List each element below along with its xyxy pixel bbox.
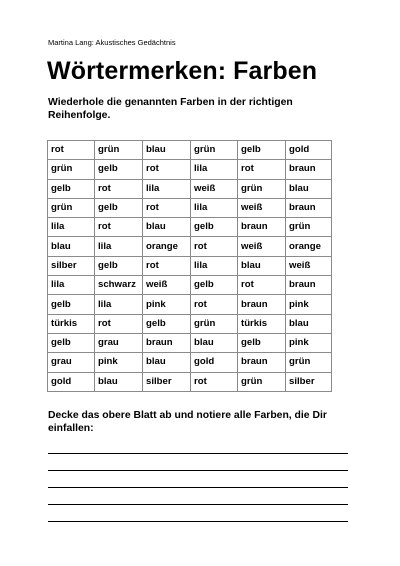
table-cell: gelb bbox=[95, 160, 143, 179]
table-cell: grün bbox=[48, 160, 95, 179]
recall-instruction: Decke das obere Blatt ab und notiere alle Farben, die Dir einfallen: bbox=[48, 410, 327, 434]
answer-lines bbox=[48, 437, 348, 522]
table-cell: braun bbox=[286, 160, 332, 179]
table-cell: rot bbox=[95, 179, 143, 198]
table-cell: lila bbox=[191, 198, 238, 217]
table-cell: weiß bbox=[238, 237, 286, 256]
table-row bbox=[48, 314, 332, 333]
table-row bbox=[48, 237, 332, 256]
table-cell: braun bbox=[286, 276, 332, 295]
table-cell: blau bbox=[95, 372, 143, 391]
table-cell: braun bbox=[238, 353, 286, 372]
table-cell: blau bbox=[286, 179, 332, 198]
table-cell: orange bbox=[143, 237, 191, 256]
table-cell: blau bbox=[143, 141, 191, 160]
table-row bbox=[48, 295, 332, 314]
table-cell: gelb bbox=[95, 198, 143, 217]
table-row bbox=[48, 353, 332, 372]
table-cell: weiß bbox=[286, 256, 332, 275]
answer-line[interactable] bbox=[48, 505, 348, 522]
table-cell: gold bbox=[48, 372, 95, 391]
table-cell: silber bbox=[48, 256, 95, 275]
table-cell: lila bbox=[191, 256, 238, 275]
table-cell: weiß bbox=[238, 198, 286, 217]
table-cell: braun bbox=[286, 198, 332, 217]
table-cell: rot bbox=[143, 198, 191, 217]
table-cell: gelb bbox=[48, 179, 95, 198]
table-cell: grau bbox=[48, 353, 95, 372]
answer-line[interactable] bbox=[48, 454, 348, 471]
table-cell: rot bbox=[143, 256, 191, 275]
table-cell: lila bbox=[48, 276, 95, 295]
table-cell: rot bbox=[238, 276, 286, 295]
table-cell: lila bbox=[191, 160, 238, 179]
table-cell: lila bbox=[95, 295, 143, 314]
table-cell: gelb bbox=[48, 295, 95, 314]
table-cell: grün bbox=[191, 141, 238, 160]
table-cell: gelb bbox=[191, 276, 238, 295]
table-cell: blau bbox=[286, 314, 332, 333]
table-cell: rot bbox=[95, 314, 143, 333]
table-cell: grün bbox=[191, 314, 238, 333]
table-cell: grün bbox=[238, 179, 286, 198]
table-row bbox=[48, 218, 332, 237]
table-cell: braun bbox=[143, 333, 191, 352]
table-cell: rot bbox=[95, 218, 143, 237]
table-cell: schwarz bbox=[95, 276, 143, 295]
author-line: Martina Lang: Akustisches Gedächtnis bbox=[48, 38, 176, 47]
page-title: Wörtermerken: Farben bbox=[47, 57, 318, 85]
table-row bbox=[48, 141, 332, 160]
table-cell: weiß bbox=[191, 179, 238, 198]
table-cell: weiß bbox=[143, 276, 191, 295]
table-cell: pink bbox=[95, 353, 143, 372]
table-cell: pink bbox=[286, 333, 332, 352]
table-cell: gelb bbox=[48, 333, 95, 352]
table-cell: rot bbox=[191, 295, 238, 314]
table-cell: rot bbox=[238, 160, 286, 179]
table-cell: blau bbox=[143, 353, 191, 372]
repeat-instruction: Wiederhole die genannten Farben in der richtigen Reihenfolge. bbox=[48, 97, 293, 121]
table-cell: grün bbox=[238, 372, 286, 391]
table-cell: rot bbox=[48, 141, 95, 160]
color-word-table bbox=[47, 140, 332, 392]
table-cell: orange bbox=[286, 237, 332, 256]
table-cell: braun bbox=[238, 295, 286, 314]
table-cell: grün bbox=[48, 198, 95, 217]
table-cell: grün bbox=[95, 141, 143, 160]
table-cell: lila bbox=[95, 237, 143, 256]
table-cell: silber bbox=[286, 372, 332, 391]
table-cell: silber bbox=[143, 372, 191, 391]
table-cell: gold bbox=[286, 141, 332, 160]
table-row bbox=[48, 179, 332, 198]
table-cell: rot bbox=[191, 372, 238, 391]
table-cell: grau bbox=[95, 333, 143, 352]
table-cell: türkis bbox=[48, 314, 95, 333]
table-cell: blau bbox=[191, 333, 238, 352]
table-row bbox=[48, 160, 332, 179]
table-cell: gelb bbox=[191, 218, 238, 237]
table-cell: rot bbox=[191, 237, 238, 256]
table-cell: gold bbox=[191, 353, 238, 372]
table-cell: gelb bbox=[143, 314, 191, 333]
table-cell: gelb bbox=[238, 333, 286, 352]
table-row bbox=[48, 333, 332, 352]
table-cell: lila bbox=[143, 179, 191, 198]
answer-line[interactable] bbox=[48, 437, 348, 454]
table-cell: blau bbox=[48, 237, 95, 256]
table-cell: grün bbox=[286, 218, 332, 237]
answer-line[interactable] bbox=[48, 471, 348, 488]
table-cell: blau bbox=[238, 256, 286, 275]
table-cell: türkis bbox=[238, 314, 286, 333]
table-cell: pink bbox=[286, 295, 332, 314]
table-cell: rot bbox=[143, 160, 191, 179]
table-cell: gelb bbox=[238, 141, 286, 160]
table-cell: grün bbox=[286, 353, 332, 372]
color-word-table-body bbox=[48, 141, 332, 392]
table-row bbox=[48, 372, 332, 391]
table-cell: gelb bbox=[95, 256, 143, 275]
table-cell: blau bbox=[143, 218, 191, 237]
table-row bbox=[48, 276, 332, 295]
table-cell: lila bbox=[48, 218, 95, 237]
table-cell: pink bbox=[143, 295, 191, 314]
answer-line[interactable] bbox=[48, 488, 348, 505]
table-row bbox=[48, 256, 332, 275]
table-cell: braun bbox=[238, 218, 286, 237]
table-row bbox=[48, 198, 332, 217]
